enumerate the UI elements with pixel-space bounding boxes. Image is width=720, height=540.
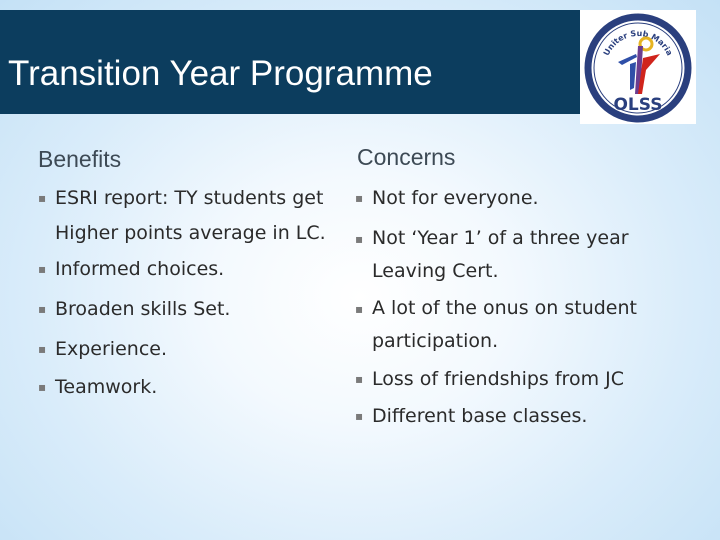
- logo-name: OLSS: [613, 95, 663, 115]
- bullet-icon: ▪: [355, 372, 364, 386]
- benefit-text: Informed choices.: [55, 258, 225, 280]
- list-item: [355, 222, 705, 288]
- olss-crest-logo-icon: [580, 10, 696, 124]
- bullet-icon: ▪: [355, 232, 364, 246]
- benefit-text: Broaden skills Set.: [55, 298, 231, 320]
- bullet-icon: ▪: [355, 409, 364, 423]
- bullet-icon: ▪: [38, 191, 47, 205]
- list-item: [355, 292, 705, 358]
- bullet-icon: ▪: [38, 380, 47, 394]
- list-item: [355, 362, 705, 397]
- benefit-text: ESRI report: TY students get Higher points average in LC.: [55, 187, 326, 244]
- concern-text: A lot of the onus on student participation.: [372, 297, 637, 352]
- list-item: [38, 332, 338, 367]
- concerns-heading: Concerns: [357, 144, 456, 170]
- concern-text: Different base classes.: [372, 405, 588, 427]
- title-bar: [0, 10, 580, 114]
- concern-text: Loss of friendships from JC: [372, 368, 624, 390]
- slide-title: Transition Year Programme: [8, 54, 433, 93]
- bullet-icon: ▪: [355, 302, 364, 316]
- concern-text: Not ‘Year 1’ of a three year Leaving Cert.: [372, 227, 629, 282]
- list-item: [38, 370, 338, 405]
- benefit-text: Teamwork.: [55, 376, 158, 398]
- benefit-text: Experience.: [55, 338, 167, 360]
- bullet-icon: ▪: [38, 262, 47, 276]
- school-logo: [580, 10, 696, 124]
- bullet-icon: ▪: [38, 302, 47, 316]
- list-item: [38, 292, 338, 327]
- concerns-list: [355, 181, 705, 434]
- list-item: [355, 181, 705, 216]
- list-item: [355, 399, 705, 434]
- concern-text: Not for everyone.: [372, 187, 539, 209]
- bullet-icon: ▪: [355, 191, 364, 205]
- list-item: [38, 252, 338, 287]
- bullet-icon: ▪: [38, 342, 47, 356]
- benefits-list: [38, 181, 338, 405]
- list-item: [38, 181, 338, 251]
- benefits-heading: Benefits: [38, 146, 122, 172]
- logo-arc-text: Uniter Sub Maria: [601, 28, 675, 58]
